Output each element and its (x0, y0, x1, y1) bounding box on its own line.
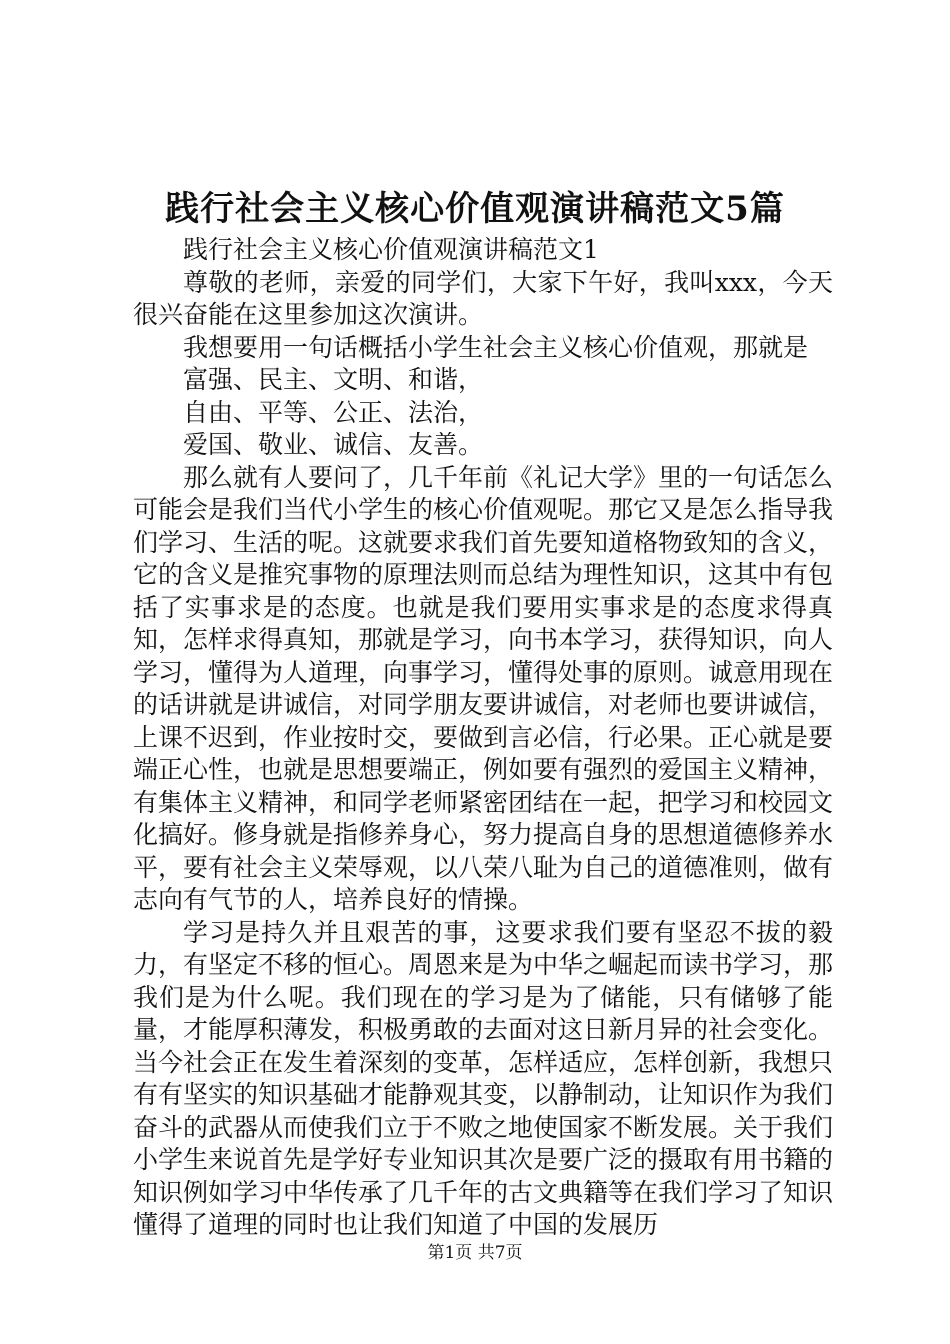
intro-paragraph: 我想要用一句话概括小学生社会主义核心价值观，那就是 (183, 332, 809, 362)
values-line-1: 富强、民主、文明、和谐， (183, 365, 484, 394)
page-footer: 第1页 共7页 (427, 1243, 523, 1263)
document-title: 践行社会主义核心价值观演讲稿范文5篇 (165, 189, 785, 229)
values-line-3: 爱国、敬业、诚信、友善。 (183, 430, 484, 459)
values-line-2: 自由、平等、公正、法治， (183, 397, 484, 427)
document-body (133, 234, 833, 1242)
greeting-paragraph: 尊敬的老师，亲爱的同学们，大家下午好，我叫xxx，今天很兴奋能在这里参加这次演讲。 (133, 267, 833, 329)
section-subtitle: 践行社会主义核心价值观演讲稿范文1 (183, 235, 599, 264)
body-paragraph-2: 学习是持久并且艰苦的事，这要求我们要有坚忍不拔的毅力，有坚定不移的恒心。周恩来是为中华之崛起而读书学习，那我们是为什么呢。我们现在的学习是为了储能，只有储够了能量，才能厚积薄发，积极勇敢的去面对这日新月异的社会变化。当今社会正在发生着深刻的变革，怎样适应，怎样创新，我想只有有坚实的知识基础才能静观其变，以静制动，让知识作为我们奋斗的武器从而使我们立于不败之地使国家不断发展。关于我们小学生来说首先是学好专业知识其次是要广泛的摄取有用书籍的知识例如学习中华传承了几千年的古文典籍等在我们学习了知识懂得了道理的同时也让我们知道了中国的发展历 (133, 917, 834, 1239)
body-paragraph-1: 那么就有人要问了，几千年前《礼记大学》里的一句话怎么可能会是我们当代小学生的核心价值观呢。那它又是怎么指导我们学习、生活的呢。这就要求我们首先要知道格物致知的含义，它的含义是推究事物的原理法则而总结为理性知识，这其中有包括了实事求是的态度。也就是我们要用实事求是的态度求得真知，怎样求得真知，那就是学习，向书本学习，获得知识，向人学习，懂得为人道理，向事学习，懂得处事的原则。诚意用现在的话讲就是讲诚信，对同学朋友要讲诚信，对老师也要讲诚信，上课不迟到，作业按时交，要做到言必信，行必果。正心就是要端正心性，也就是思想要端正，例如要有强烈的爱国主义精神，有集体主义精神，和同学老师紧密团结在一起，把学习和校园文化搞好。修身就是指修养身心，努力提高自身的思想道德修养水平，要有社会主义荣辱观，以八荣八耻为自己的道德准则，做有志向有气节的人，培养良好的情操。 (133, 462, 834, 914)
